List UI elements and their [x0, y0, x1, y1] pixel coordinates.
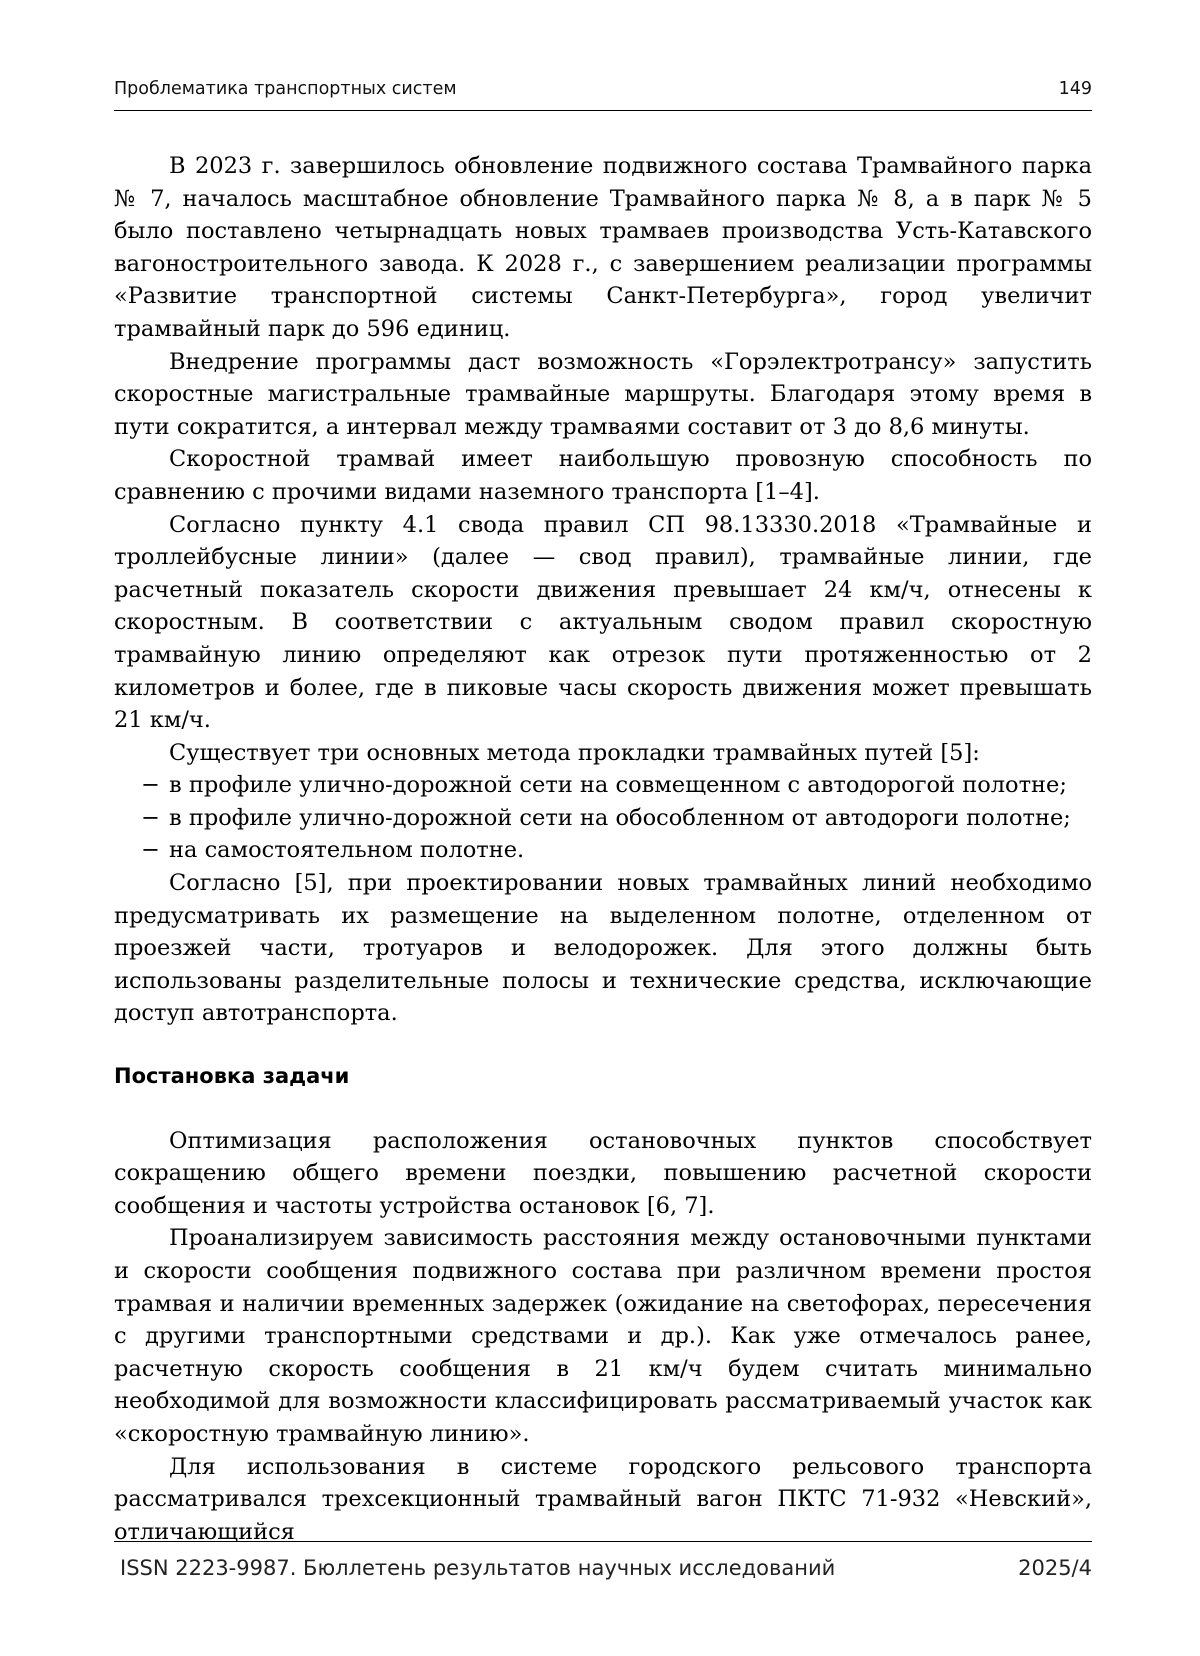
paragraph-methods-intro: Существует три основных метода прокладки трамвайных путей [5]: — [169, 739, 980, 766]
journal-issue: 2025/4 — [1018, 1556, 1092, 1580]
paragraph-stop-optimization: Оптимизация расположения остановочных пунктов способствует сокращению общего времени поездки, повышению расчетной скорости сообщения и частоты устройства остановок [6, 7]. — [114, 1127, 1092, 1219]
running-footer — [114, 1541, 1092, 1592]
paragraph-rules-definition: Согласно пункту 4.1 свода правил СП 98.13330.2018 «Трамвайные и троллейбусные линии» (далее — свод правил), трамвайные линии, где расчетный показатель скорости движения превышает 24 км/ч, отнесены к скоростным. В соответствии с актуальным сводом правил скоростную трамвайную линию определяют как отрезок пути протяженностью от 2 километров и более, где в пиковые часы скорость движения может превышать 21 км/ч. — [114, 511, 1092, 734]
article-body — [114, 150, 1092, 1548]
page-number: 149 — [1058, 79, 1092, 99]
journal-issn: ISSN 2223-9987. Бюллетень результатов научных исследований — [120, 1556, 836, 1580]
methods-list — [114, 769, 1092, 867]
list-item: − в профиле улично-дорожной сети на обособленном от автодороги полотне; — [114, 802, 1092, 835]
paragraph-fleet-renewal: В 2023 г. завершилось обновление подвижного состава Трамвайного парка № 7, началось масштабное обновление Трамвайного парка № 8, а в парк № 5 было поставлено четырнадцать новых трамваев производства Усть-Катавского вагоностроительного завода. К 2028 г., с завершением реализации программы «Развитие транспортной системы Санкт-Петербурга», город увеличит трамвайный парк до 596 единиц. — [114, 153, 1092, 342]
list-item: − на самостоятельном полотне. — [114, 834, 1092, 867]
paragraph-program-routes: Внедрение программы даст возможность «Горэлектротрансу» запустить скоростные магистральные трамвайные маршруты. Благодаря этому время в пути сократится, а интервал между трамваями составит от 3 до 8,6 минуты. — [114, 348, 1092, 440]
paragraph-analysis: Проанализируем зависимость расстояния между остановочными пунктами и скорости сообщения подвижного состава при различном времени простоя трамвая и наличии временных задержек (ожидание на светофорах, пересечения с другими транспортными средствами и др.). Как уже отмечалось ранее, расчетную скорость сообщения в 21 км/ч будем считать минимально необходимой для возможности классифицировать рассматриваемый участок как «скоростную трамвайную линию». — [114, 1225, 1092, 1447]
header-section-title: Проблематика транспортных систем — [114, 79, 457, 99]
paragraph-dedicated-track: Согласно [5], при проектировании новых трамвайных линий необходимо предусматривать их размещение на выделенном полотне, отделенном от проезжей части, тротуаров и велодорожек. Для этого должны быть использованы разделительные полосы и технические средства, исключающие доступ автотранспорта. — [114, 870, 1092, 1027]
running-header — [114, 74, 1092, 111]
paragraph-capacity: Скоростной трамвай имеет наибольшую провозную способность по сравнению с прочими видами наземного транспорта [1–4]. — [114, 446, 1092, 505]
list-item: − в профиле улично-дорожной сети на совмещенном с автодорогой полотне; — [114, 769, 1092, 802]
paragraph-tram-model: Для использования в системе городского рельсового транспорта рассматривался трехсекционный трамвайный вагон ПКТС 71-932 «Невский», отличающийся — [114, 1453, 1092, 1545]
section-heading: Постановка задачи — [114, 1064, 350, 1089]
